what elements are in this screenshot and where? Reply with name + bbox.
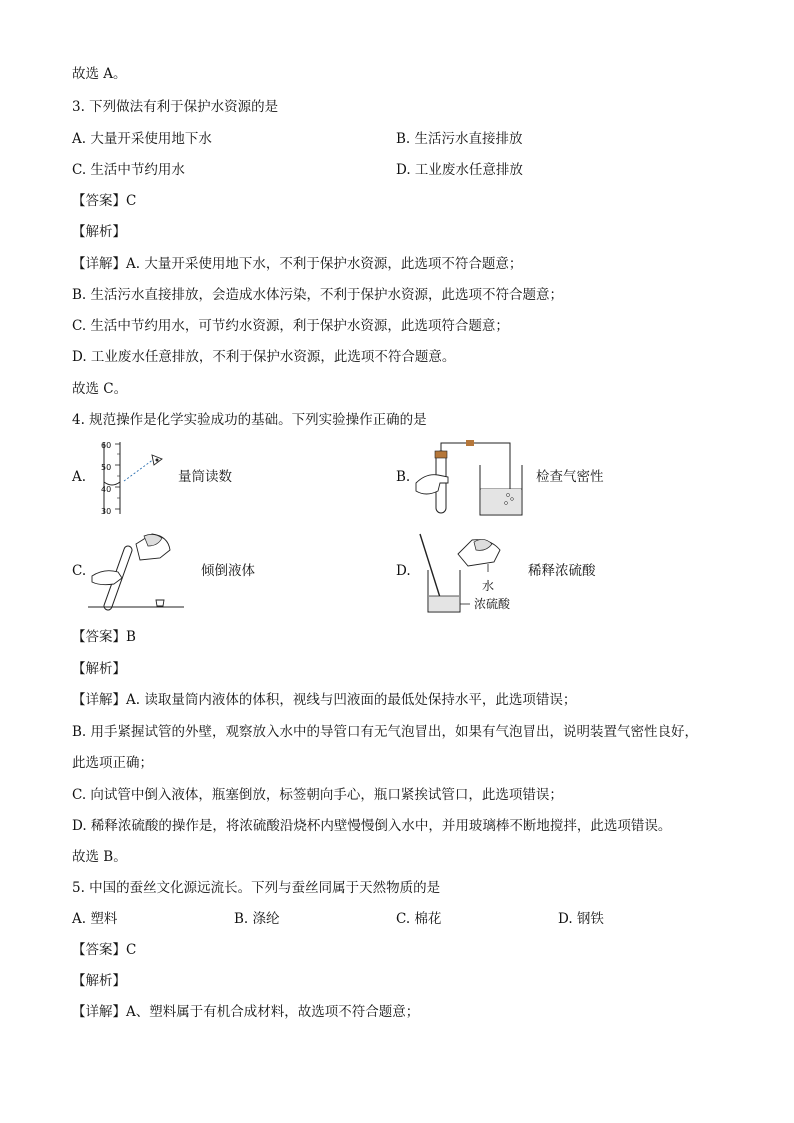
q4-option-c-label: 倾倒液体 [201,563,255,579]
q4-option-a-letter: A. [72,469,87,485]
question-4: 4. 规范操作是化学实验成功的基础。下列实验操作正确的是 [72,412,427,428]
q4-detail-b-line2: 此选项正确； [72,755,153,771]
q4-detail-d: D. 稀释浓硫酸的操作是，将浓硫酸沿烧杯内壁慢慢倒入水中，并用玻璃棒不断地搅拌，此选项错误。 [72,818,672,834]
q5-option-d: D. 钢铁 [558,911,604,927]
q3-detail-d: D. 工业废水任意排放，不利于保护水资源，此选项不符合题意。 [72,349,456,365]
question-3: 3. 下列做法有利于保护水资源的是 [72,99,279,115]
water-label: 水 [482,579,495,593]
q5-option-a: A. 塑料 [72,911,118,927]
q4-option-a-label: 量筒读数 [178,469,232,485]
q4-detail-b-line1: B. 用手紧握试管的外壁，观察放入水中的导管口有无气泡冒出，如果有气泡冒出，说明装置气密性良好， [72,724,699,740]
graduated-cylinder-figure [84,437,174,519]
q4-detail-c: C. 向试管中倒入液体，瓶塞倒放，标签朝向手心，瓶口紧挨试管口，此选项错误； [72,787,563,803]
q5-analysis-heading: 【解析】 [72,973,126,989]
q3-answer: 【答案】C [72,193,137,209]
tick-label-40: 40 [101,485,112,494]
q3-option-a: A. 大量开采使用地下水 [72,131,212,147]
q3-option-c: C. 生活中节约用水 [72,162,185,178]
q3-option-d: D. 工业废水任意排放 [396,162,523,178]
q4-option-d-letter: D. [396,563,411,579]
airtightness-check-figure [410,437,530,519]
conclusion-q3: 故选 C。 [72,381,128,397]
question-5: 5. 中国的蚕丝文化源远流长。下列与蚕丝同属于天然物质的是 [72,880,441,896]
tick-label-50: 50 [101,463,112,472]
q5-detail-a: 【详解】A、塑料属于有机合成材料，故选项不符合题意； [72,1004,420,1020]
q4-option-b-letter: B. [396,469,411,485]
tick-label-60: 60 [101,441,112,450]
tick-label-30: 30 [101,507,112,516]
q5-option-b: B. 涤纶 [234,911,280,927]
q4-detail-a: 【详解】A. 读取量筒内液体的体积，视线与凹液面的最低处保持水平，此选项错误； [72,692,577,708]
q3-analysis-heading: 【解析】 [72,224,126,240]
q4-option-b-label: 检查气密性 [536,469,604,485]
q4-option-d-label: 稀释浓硫酸 [528,563,596,579]
q4-analysis-heading: 【解析】 [72,661,126,677]
q3-option-b: B. 生活污水直接排放 [396,131,523,147]
q4-option-c-letter: C. [72,563,87,579]
pouring-liquid-figure [88,528,188,612]
q3-detail-b: B. 生活污水直接排放，会造成水体污染，不利于保护水资源，此选项不符合题意； [72,287,564,303]
q4-answer: 【答案】B [72,629,136,645]
conclusion-q4: 故选 B。 [72,849,127,865]
q5-option-c: C. 棉花 [396,911,442,927]
q5-answer: 【答案】C [72,942,137,958]
conclusion-q2: 故选 A。 [72,66,127,82]
q3-detail-a: 【详解】A. 大量开采使用地下水，不利于保护水资源，此选项不符合题意； [72,256,523,272]
concentrated-acid-label: 浓硫酸 [474,597,511,611]
q3-detail-c: C. 生活中节约用水，可节约水资源，利于保护水资源，此选项符合题意； [72,318,509,334]
